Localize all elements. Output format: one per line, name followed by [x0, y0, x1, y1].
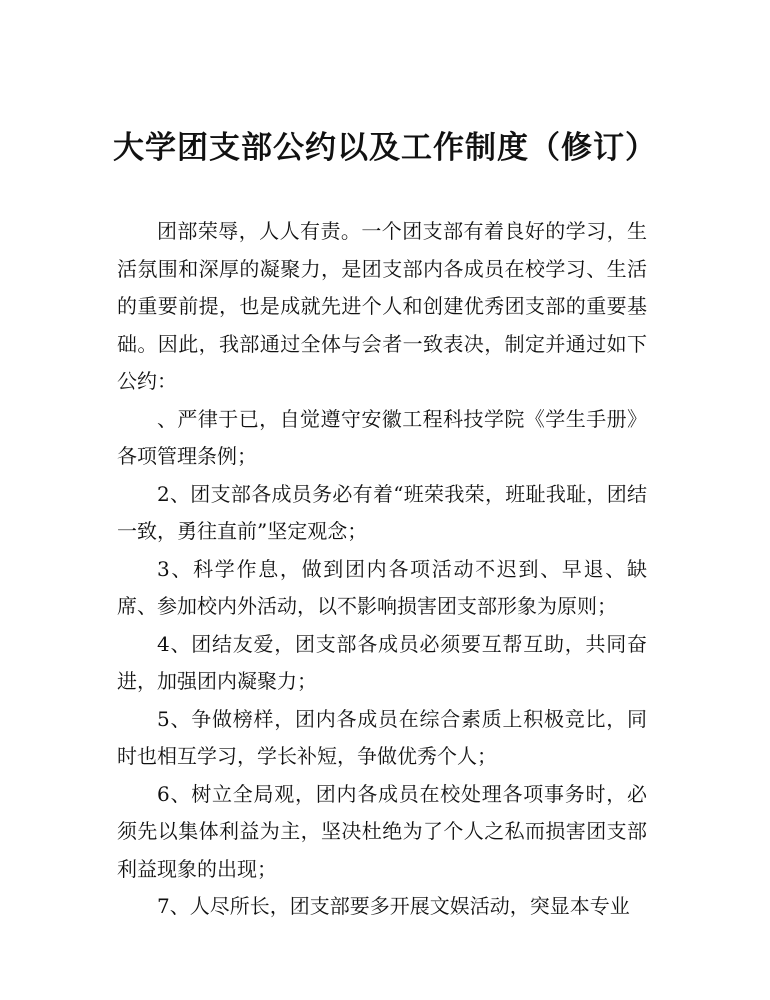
article-5-paragraph: 5、争做榜样，团内各成员在综合素质上积极竞比，同时也相互学习，学长补短，争做优秀个人； [117, 706, 647, 768]
article-3-paragraph: 3、科学作息，做到团内各项活动不迟到、早退、缺席、参加校内外活动，以不影响损害团支部形象为原则； [117, 556, 647, 618]
article-4-paragraph: 4、团结友爱，团支部各成员必须要互帮互助，共同奋进，加强团内凝聚力； [117, 631, 647, 693]
document-body [117, 213, 647, 926]
article-7-paragraph: 7、人尽所长，团支部要多开展文娱活动，突显本专业 [157, 894, 630, 918]
article-2-paragraph: 2、团支部各成员务必有着“班荣我荣，班耻我耻，团结一致，勇往直前”坚定观念； [117, 481, 647, 543]
preamble-paragraph: 团部荣辱，人人有责。一个团支部有着良好的学习，生活氛围和深厚的凝聚力，是团支部内各成员在校学习、生活的重要前提，也是成就先进个人和创建优秀团支部的重要基础。因此，我部通过全体与会者一致表决，制定并通过如下公约： [117, 219, 647, 393]
article-1-paragraph: 、严律于已，自觉遵守安徽工程科技学院《学生手册》各项管理条例； [117, 406, 647, 468]
article-6-paragraph: 6、树立全局观，团内各成员在校处理各项事务时，必须先以集体利益为主，坚决杜绝为了个人之私而损害团支部利益现象的出现； [117, 781, 647, 881]
document-title: 大学团支部公约以及工作制度（修订） [113, 130, 657, 166]
